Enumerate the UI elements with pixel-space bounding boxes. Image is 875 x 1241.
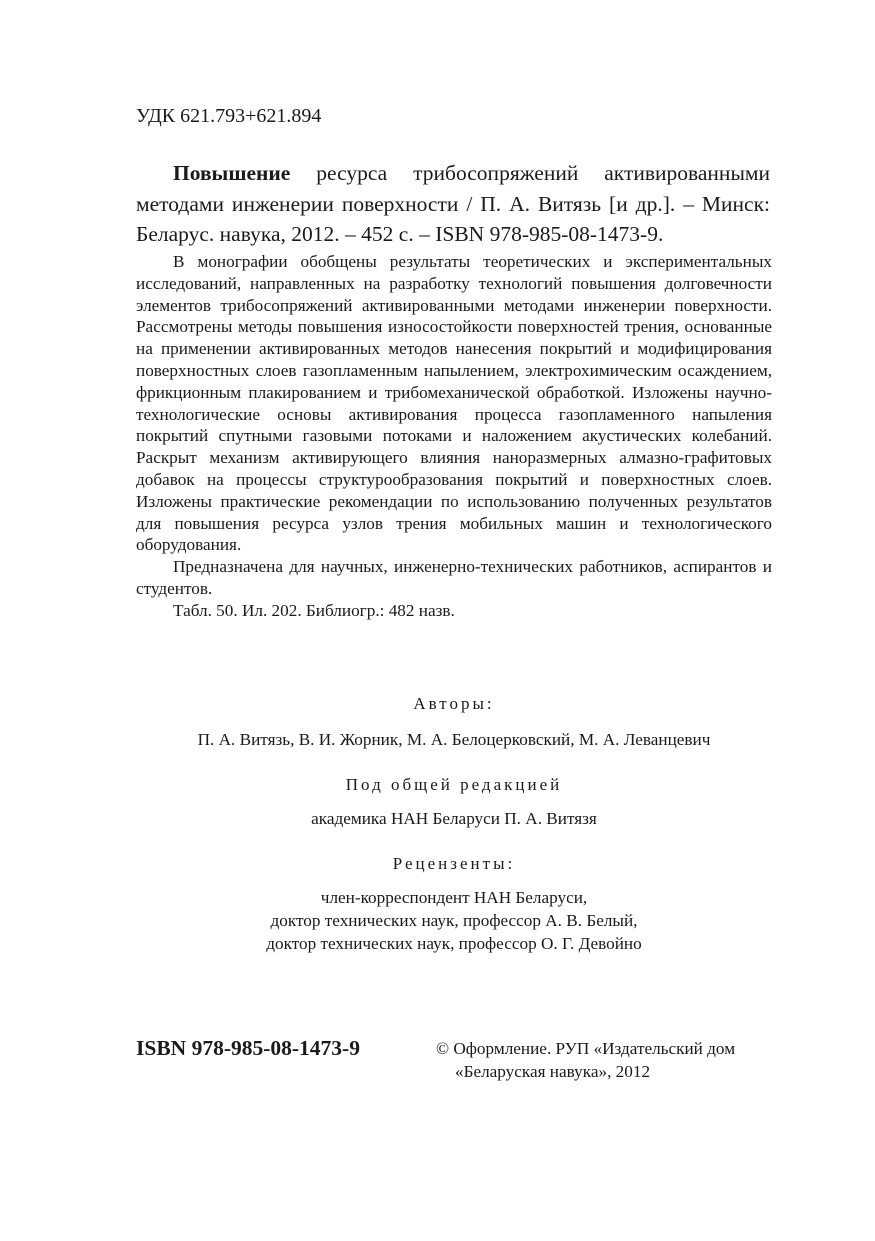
editor-name: академика НАН Беларуси П. А. Витязя: [311, 809, 597, 828]
editor-heading: Под общей редакцией: [345, 775, 563, 794]
authors-heading: Авторы:: [413, 694, 495, 713]
isbn: ISBN 978-985-08-1473-9: [136, 1036, 360, 1060]
reviewer-line: доктор технических наук, профессор О. Г. Девойно: [266, 934, 642, 953]
reviewers-heading: Рецензенты:: [392, 854, 516, 873]
statistics-line: Табл. 50. Ил. 202. Библиогр.: 482 назв.: [173, 600, 455, 620]
audience-paragraph: Предназначена для научных, инженерно-технических работников, аспирантов и студентов.: [136, 557, 772, 598]
reviewers-list: [136, 886, 772, 955]
copyright-line: «Беларуская навука», 2012: [455, 1062, 651, 1081]
reviewer-line: доктор технических наук, профессор А. В. Белый,: [270, 911, 638, 930]
udk-code: УДК 621.793+621.894: [136, 105, 322, 127]
abstract-paragraph: В монографии обобщены результаты теоретических и экспериментальных исследований, направленных на разработку технологий повышения долговечности элементов трибосопряжений активированными методами инженерии поверхности. Рассмотрены методы повышения износостойкости поверхностей трения, основанные на применении активированных методов нанесения покрытий и модифицирования поверхностных слоев газопламенным напылением, электрохимическим осаждением, фрикционным плакированием и трибомеханической обработкой. Изложены научно-технологические основы активирования процесса газопламенного напыления покрытий спутными газовыми потоками и наложением акустических колебаний. Раскрыт механизм активирующего влияния наноразмерных алмазно-графитовых добавок на процессы структурообразования покрытий и поверхностных слоев. Изложены практические рекомендации по использованию полученных результатов для повышения ресурса узлов трения мобильных машин и технологического оборудования.: [136, 252, 772, 555]
authors-names: П. А. Витязь, В. И. Жорник, М. А. Белоцерковский, М. А. Леванцевич: [197, 730, 711, 749]
reviewer-line: член-корреспондент НАН Беларуси,: [320, 888, 588, 907]
bibliographic-record: [136, 158, 770, 250]
copyright-line: © Оформление. РУП «Издательский дом: [436, 1039, 736, 1058]
copyright-notice: [436, 1037, 796, 1083]
bibliographic-description: ресурса трибосопряжений активированными методами инженерии поверхности / П. А. Витязь [и др.]. – Минск: Беларус. навука, 2012. – 452 с. – ISBN 978-985-08-1473-9.: [136, 161, 770, 246]
bibliographic-lead-word: Повышение: [173, 161, 291, 185]
abstract: [136, 251, 772, 622]
